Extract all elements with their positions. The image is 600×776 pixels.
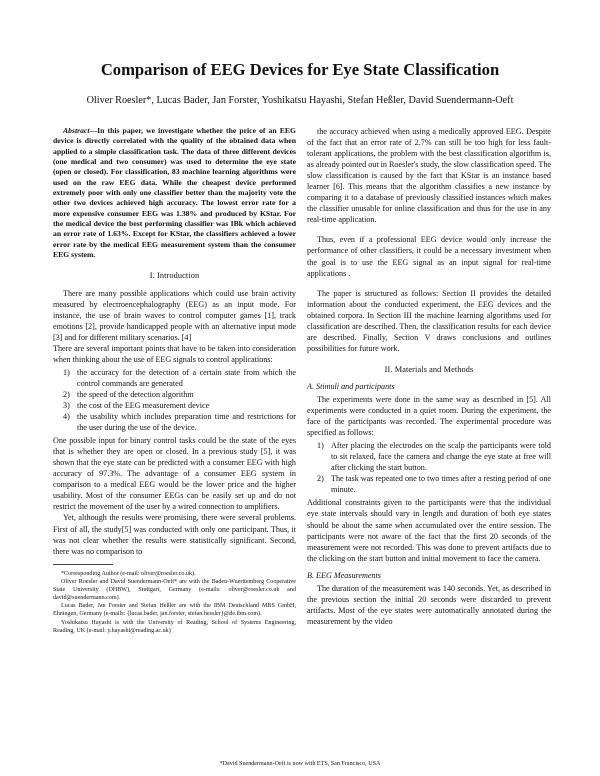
footnote: *Corresponding Author (e-mail: oliver@roesler.co.uk). (61, 570, 196, 577)
list-text: the accuracy for the detection of a certain state from which the control commands are generated (77, 367, 296, 388)
list-number: 3) (63, 400, 70, 410)
intro-paragraph-4: Yet, although the results were promising, there were several problems. First of all, the study[5] was conducted with only one participant. Thus, it was not clear whether the results were statistically significant. Second, there was no comparison to (53, 513, 296, 556)
list-item (307, 440, 551, 473)
footnote: Yoshikatsu Hayashi is with the University of Reading, School of Systems Engineering, Reading, UK (e-mail: y.hayashi@reading.ac.uk) (53, 619, 296, 634)
section-heading-materials-methods: II. Materials and Methods (384, 364, 474, 374)
intro-list (53, 367, 296, 433)
intro-paragraph-2: There are several important points that have to be taken into consideration when thinking about the use of EEG signals to control applications: (53, 343, 296, 364)
list-text: The task was repeated one to two times after a resting period of one minute. (331, 474, 551, 495)
list-item (53, 411, 296, 433)
list-item (53, 400, 296, 411)
intro-paragraph-1: There are many possible applications which could use brain activity measured by electroencephalography (EEG) as an input mode. For instance, the use of brain waves to control computer games [1], track emotions [2], provide handicapped people with an alternative input mode [3] and for different military scenarios. [4] (53, 288, 296, 342)
right-column (307, 126, 551, 627)
intro-paragraph-6: Thus, even if a professional EEG device would only increase the performance of other classifiers, it could be a necessary investment when the goal is to use the EEG signal as an input signal for real-time applications . (307, 235, 551, 278)
subsection-heading-eeg: B. EEG Measurements (307, 570, 381, 580)
list-item (53, 367, 296, 389)
methods-paragraph-2: Additional constraints given to the participants were that the individual eye state intervals should vary in length and duration of both eye states should be about the same when accumulated over the entire session. The participants were not aware of the fact that the first 20 seconds of the measurement were not recorded. This was done to prevent artifacts due to the clicking on the start button and initial movement to face the camera. (307, 498, 551, 563)
abstract-label: Abstract (63, 126, 90, 135)
footnote: Oliver Roesler and David Suendermann-Oeft* are with the Baden-Wuerttemberg Cooperative State University (DHBW), Stuttgart, Germany (e-mails: oliver@roesler.co.uk and david@suendermann.com). (53, 578, 296, 602)
footnotes (53, 570, 296, 635)
abstract-text: —In this paper, we investigate whether the price of an EEG device is directly correlated with the quality of the obtained data when applied to a simple classification task. The data of three different devices (one medical and two consumer) was used to determine the eye state (open or closed). For classification, 83 machine learning algorithms were used on the raw EEG data. While the cheapest device performed extremely poor with only one classifier better than the majority vote the other two devices achieved high accuracy. The lowest error rate for a more expensive consumer EEG was 1.38% and produced by KStar. For the medical device the best performing classifier was IBk which achieved an error rate of 1.63%. Except for KStar, the classifiers achieved a lower error rate by the medical EEG measurement system than the consumer EEG system. (53, 126, 296, 260)
list-number: 1) (63, 367, 70, 377)
list-number: 2) (317, 474, 324, 484)
list-text: After placing the electrodes on the scalp the participants were told to sit relaxed, face the camera and change the eye state at free will after clicking the start button. (331, 441, 551, 473)
list-item (307, 473, 551, 495)
list-item (53, 389, 296, 400)
list-text: the usability which includes preparation time and restrictions for the user during the use of the device. (77, 412, 296, 433)
footnote-bottom: *David Suendermann-Oeft is now with ETS, San Francisco, USA (219, 761, 381, 767)
methods-paragraph-1: The experiments were done in the same way as described in [5]. All experiments were conducted in a quiet room. During the experiment, the face of the participants was recorded. The experimental procedure was specified as follows: (307, 394, 551, 438)
author-list: Oliver Roesler*, Lucas Bader, Jan Forster, Yoshikatsu Hayashi, Stefan Heßler, David Suendermann-Oeft (86, 95, 514, 106)
abstract (53, 126, 296, 260)
list-number: 2) (63, 389, 70, 399)
intro-paragraph-7: The paper is structured as follows: Section II provides the detailed information about the conducted experiment, the EEG devices and the obtained corpora. In Section III the machine learning algorithms used for classification are described. Then, the classification results for each device are described. Finally, Section V draws conclusions and outlines possibilities for future work. (307, 288, 551, 353)
list-number: 4) (63, 412, 70, 422)
procedure-list (307, 440, 551, 495)
subsection-heading-stimuli: A. Stimuli and participants (307, 381, 395, 391)
footnote: Lucas Bader, Jan Forster and Stefan Heßler are with the IBM Deutschland MBS GmbH, Ehningen, Germany (e-mails: {lucas.bader, jan.forster, stefan.hessler}@de.ibm.com). (53, 603, 296, 618)
list-text: the cost of the EEG measurement device (77, 400, 210, 410)
intro-paragraph-5: the accuracy achieved when using a medically approved EEG. Despite of the fact that an error rate of 2.7% can still be too high for less fault-tolerant applications, the problem with the best classification algorithm is, as already pointed out in Roesler's study, the slow classification speed. The slow classification is caused by the fact that KStar is an instance based learner [6]. This means that the algorithm classifies a new instance by comparing it to a database of previously classified instances which makes the classifier unusable for online classification and thus for the use in any real-time application. (307, 127, 551, 225)
intro-paragraph-3: One possible input for binary control tasks could be the state of the eyes that is whether they are open or closed. In a previous study [5], it was shown that the eye state can be predicted with a consumer EEG with high accuracy of 97.3%. The advantage of a consumer EEG system in comparison to a medical EEG would be the lower price and the higher usability. Most of the consumer EEGs can be easily set up and do not restrict the movement of the user by a wired connection to amplifiers. (53, 436, 296, 512)
footnote-divider (53, 564, 113, 565)
section-heading-introduction: I. Introduction (149, 271, 200, 281)
list-text: the speed of the detection algorithm (77, 389, 194, 399)
left-column (53, 126, 296, 635)
paper-title: Comparison of EEG Devices for Eye State Classification (100, 60, 500, 79)
methods-paragraph-3: The duration of the measurement was 140 seconds. Yet, as described in the previous section the initial 20 seconds were discarded to prevent artifacts. Most of the eye states were automatically annotated during the measurement by the video (307, 583, 551, 626)
list-number: 1) (317, 441, 324, 451)
